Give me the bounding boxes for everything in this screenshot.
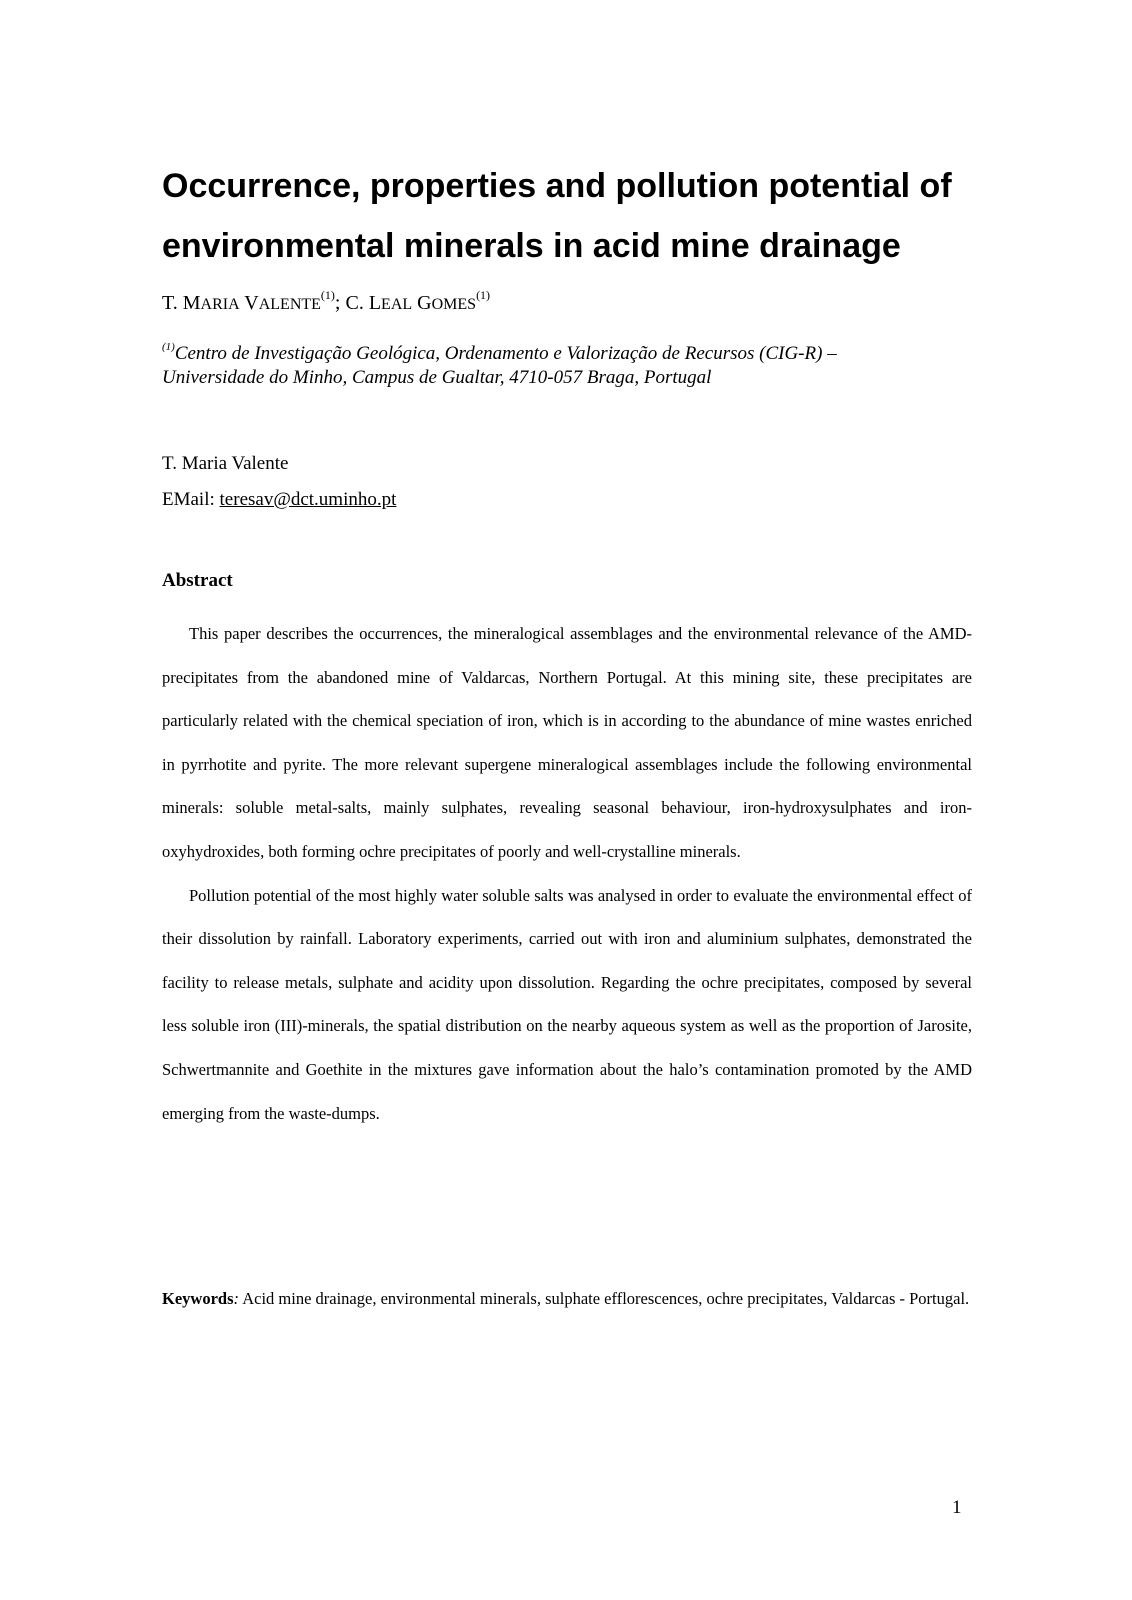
keywords-label: Keywords: [162, 1289, 234, 1308]
abstract-paragraph-2: Pollution potential of the most highly water soluble salts was analysed in order to evaluate the environmental effect of their dissolution by rainfall. Laboratory experiments, carried out with iron and aluminium sulphates, demonstrated the facility to release metals, sulphate and acidity upon dissolution. Regarding the ochre precipitates, composed by several less soluble iron (III)-minerals, the spatial distribution on the nearby aqueous system as well as the proportion of Jarosite, Schwertmannite and Goethite in the mixtures gave information about the halo’s contamination promoted by the AMD emerging from the waste-dumps.: [162, 885, 972, 1123]
affiliation-line-2: Universidade do Minho, Campus de Gualtar, 4710-057 Braga, Portugal: [162, 367, 712, 388]
keywords-text: Acid mine drainage, environmental minerals, sulphate efflorescences, ochre precipitates, Valdarcas - Portugal.: [239, 1289, 970, 1308]
affiliation-line-1: Centro de Investigação Geológica, Ordenamento e Valorização de Recursos (CIG-R) –: [174, 343, 837, 364]
affiliation-mark: (1): [320, 288, 335, 303]
author-2: C. LEAL GOMES$^{(1)}$: [345, 288, 491, 314]
author-1: T. MARIA VALENTE$^{(1)}$;: [162, 288, 346, 314]
paper-title: [162, 156, 992, 276]
title-line-1: Occurrence, properties and pollution potential of: [162, 167, 952, 205]
title-line-2: environmental minerals in acid mine drainage: [162, 227, 901, 265]
affiliation: [162, 342, 982, 390]
email-link[interactable]: teresav@dct.uminho.pt: [219, 489, 397, 510]
contact-block: [162, 446, 396, 518]
keywords: [162, 1277, 972, 1321]
abstract-body: [162, 612, 972, 1135]
keywords-colon: :: [233, 1289, 239, 1308]
abstract-heading: Abstract: [162, 570, 233, 591]
contact-name: T. Maria Valente: [162, 453, 289, 474]
affiliation-mark: (1): [476, 288, 491, 303]
affiliation-mark: (1): [162, 340, 175, 353]
page-number: 1: [952, 1497, 962, 1518]
abstract-paragraph-1: This paper describes the occurrences, the mineralogical assemblages and the environmental relevance of the AMD-precipitates from the abandoned mine of Valdarcas, Northern Portugal. At this mining site, these precipitates are particularly related with the chemical speciation of iron, which is in according to the abundance of mine wastes enriched in pyrrhotite and pyrite. The more relevant supergene mineralogical assemblages include the following environmental minerals: soluble metal-salts, mainly sulphates, revealing seasonal behaviour, iron-hydroxysulphates and iron-oxyhydroxides, both forming ochre precipitates of poorly and well-crystalline minerals.: [162, 624, 972, 861]
email-label: EMail:: [162, 489, 220, 510]
author-list: [162, 290, 490, 318]
